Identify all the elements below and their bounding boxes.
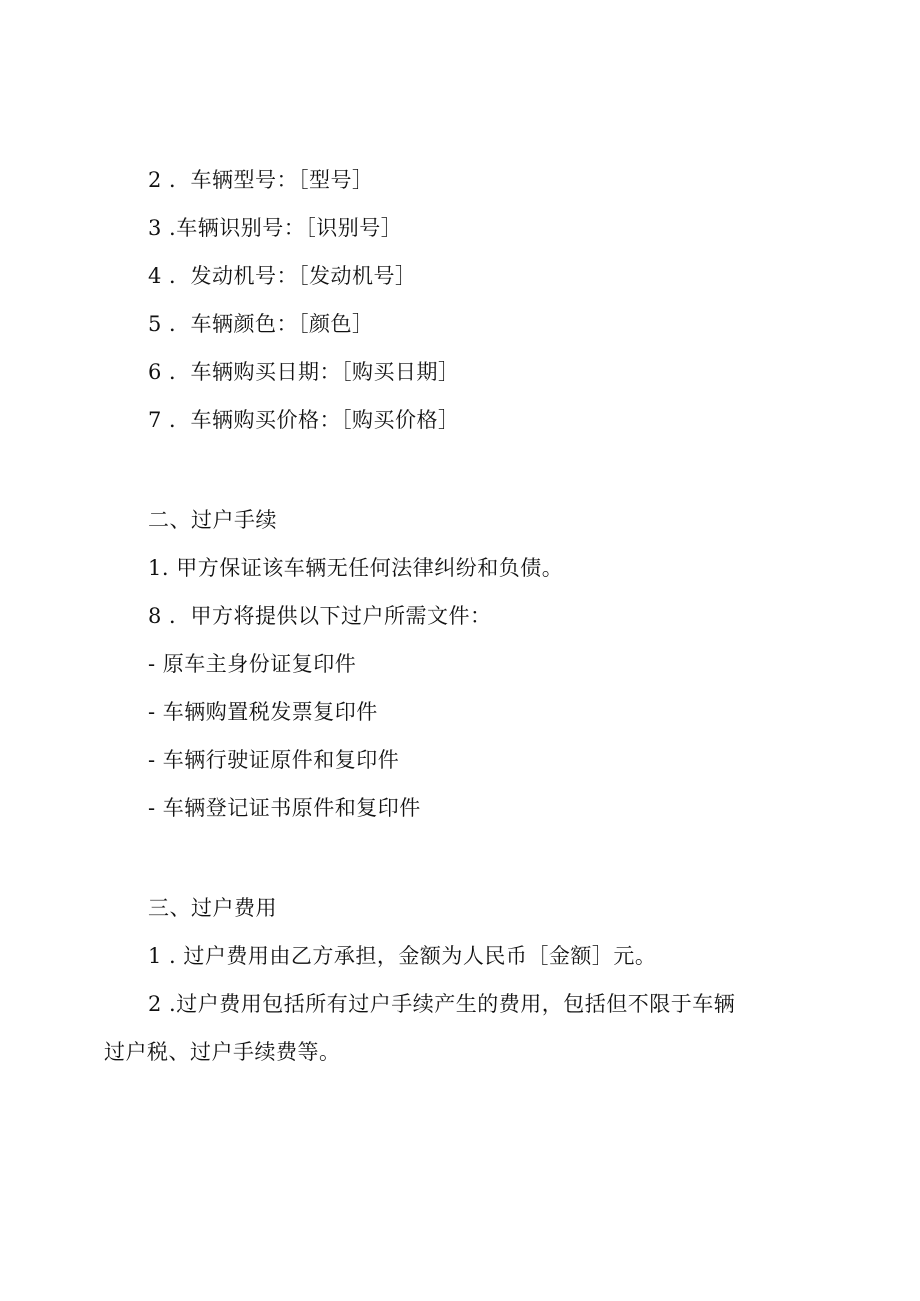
section-three-item: 1 . 过户费用由乙方承担，金额为人民币［金额］元。 [148, 944, 657, 968]
document-list-item: - 车辆购置税发票复印件 [148, 700, 378, 724]
vehicle-color-line: 5 ．车辆颜色：［颜色］ [148, 312, 374, 336]
section-two-item: 8 ．甲方将提供以下过户所需文件： [148, 604, 492, 628]
section-three-item: 2 .过户费用包括所有过户手续产生的费用，包括但不限于车辆 [148, 992, 736, 1016]
document-list-item: - 车辆行驶证原件和复印件 [148, 748, 400, 772]
section-three-heading: 三、过户费用 [148, 896, 277, 920]
section-three-item-continuation: 过户税、过户手续费等。 [104, 1040, 341, 1064]
document-list-item: - 原车主身份证复印件 [148, 652, 357, 676]
engine-number-line: 4 ．发动机号：［发动机号］ [148, 264, 417, 288]
vehicle-model-line: 2 ．车辆型号：［型号］ [148, 168, 374, 192]
vehicle-vin-line: 3 .车辆识别号：［识别号］ [148, 216, 403, 240]
purchase-price-line: 7 ．车辆购买价格：［购买价格］ [148, 408, 460, 432]
purchase-date-line: 6 ．车辆购买日期：［购买日期］ [148, 360, 460, 384]
document-list-item: - 车辆登记证书原件和复印件 [148, 796, 421, 820]
section-two-heading: 二、过户手续 [148, 508, 277, 532]
section-two-item: 1. 甲方保证该车辆无任何法律纠纷和负债。 [148, 556, 564, 580]
